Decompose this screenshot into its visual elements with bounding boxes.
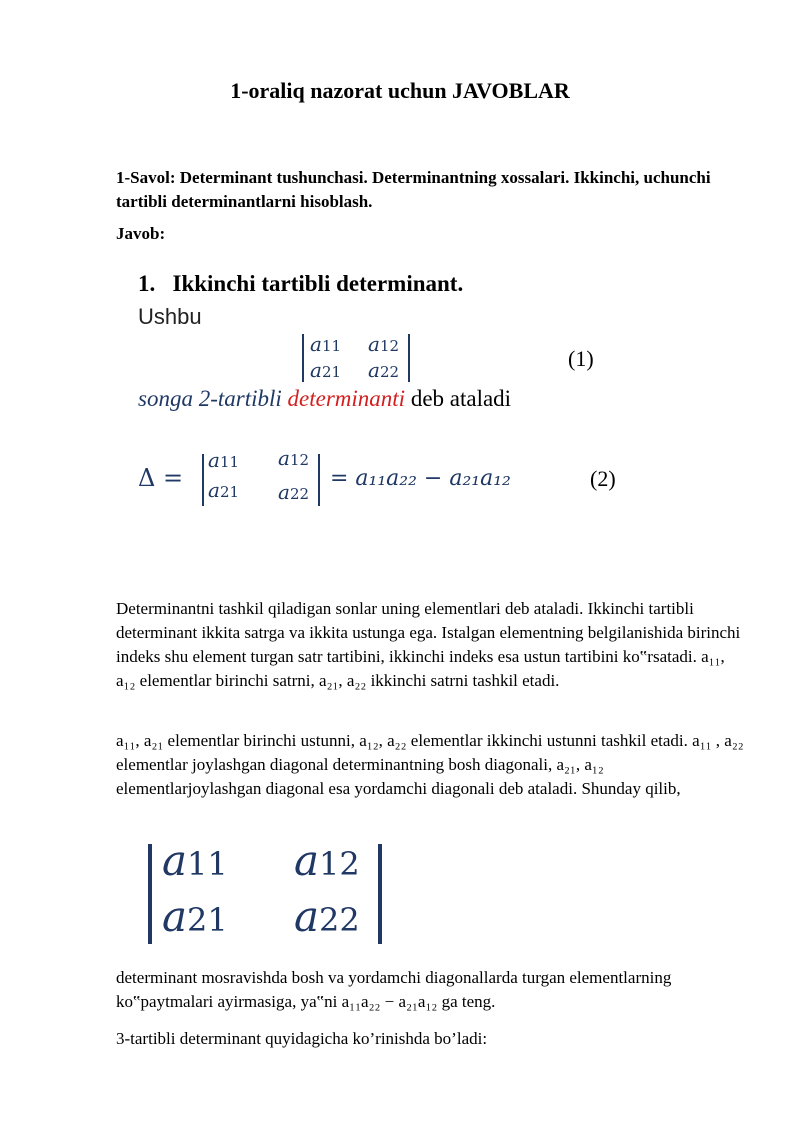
question-text: 1-Savol: Determinant tushunchasi. Determinantning xossalari. Ikkinchi, uchunchi tartibli determinantlarni hisoblash. [116, 168, 711, 211]
ushbu-word: Ushbu [138, 304, 202, 329]
equation-number-2: (2) [590, 466, 616, 491]
matrix-1 [302, 332, 422, 386]
delta-a11: a11 [208, 448, 240, 472]
delta-matrix-left-bar [202, 454, 204, 506]
matrix-large [148, 834, 388, 950]
delta-expansion: = a₁₁a₂₂ − a₂₁a₁₂ [330, 466, 511, 491]
matrix-large-a21: a21 [162, 892, 228, 941]
delta-a12: a12 [278, 446, 310, 470]
section-heading: 1. Ikkinchi tartibli determinant. [138, 271, 464, 296]
equation-number-1: (1) [568, 346, 594, 371]
page-title: 1-oraliq nazorat uchun JAVOBLAR [230, 78, 570, 103]
definition-line: songa 2-tartibli determinanti deb ataladi [138, 386, 512, 411]
matrix-large-a22: a22 [294, 892, 360, 941]
delta-symbol: Δ = [138, 464, 184, 492]
matrix-large-right-bar [378, 844, 382, 944]
delta-formula [138, 446, 658, 512]
delta-matrix-right-bar [318, 454, 320, 506]
matrix-large-a12: a12 [294, 836, 360, 885]
matrix-1-a12: a12 [368, 332, 400, 356]
matrix-large-a11: a11 [162, 836, 228, 885]
paragraph-third-order: 3-tartibli determinant quyidagicha ko’rinishda bo’ladi: [116, 1029, 488, 1048]
paragraph-determinant-value: determinant mosravishda bosh va yordamchi diagonallarda turgan elementlarning ko‟paytmalari ayirmasiga, ya‟ni a₁₁a₂₂ − a₂₁a₁₂ ga teng. [116, 968, 672, 1011]
matrix-1-a21: a21 [310, 358, 342, 382]
matrix-1-right-bar [408, 334, 410, 382]
answer-label: Javob: [116, 224, 166, 243]
matrix-1-a22: a22 [368, 358, 400, 382]
paragraph-elements-definition: Determinantni tashkil qiladigan sonlar uning elementlari deb ataladi. Ikkinchi tartibli determinant ikkita satrga va ikkita ustunga ega. Istalgan elementning belgilanishida birinchi indeks shu element turgan satr tartibini, ikkinchi indeks esa ustun tartibini ko‟rsatadi. a₁₁, a₁₂ elementlar birinchi satrni, a₂₁, a₂₂ ikkinchi satrni tashkil etadi. [116, 599, 741, 690]
matrix-1-left-bar [302, 334, 304, 382]
delta-a21: a21 [208, 478, 240, 502]
delta-a22: a22 [278, 480, 310, 504]
matrix-1-a11: a11 [310, 332, 342, 356]
paragraph-diagonals: a₁₁, a₂₁ elementlar birinchi ustunni, a₁₂, a₂₂ elementlar ikkinchi ustunni tashkil etadi. a₁₁ , a₂₂ elementlar joylashgan diagonal determinantning bosh diagonali, a₂₁, a₁₂ elementlarjoylashgan diagonal esa yordamchi diagonali deb ataladi. Shunday qilib, [116, 731, 744, 798]
matrix-large-left-bar [148, 844, 152, 944]
